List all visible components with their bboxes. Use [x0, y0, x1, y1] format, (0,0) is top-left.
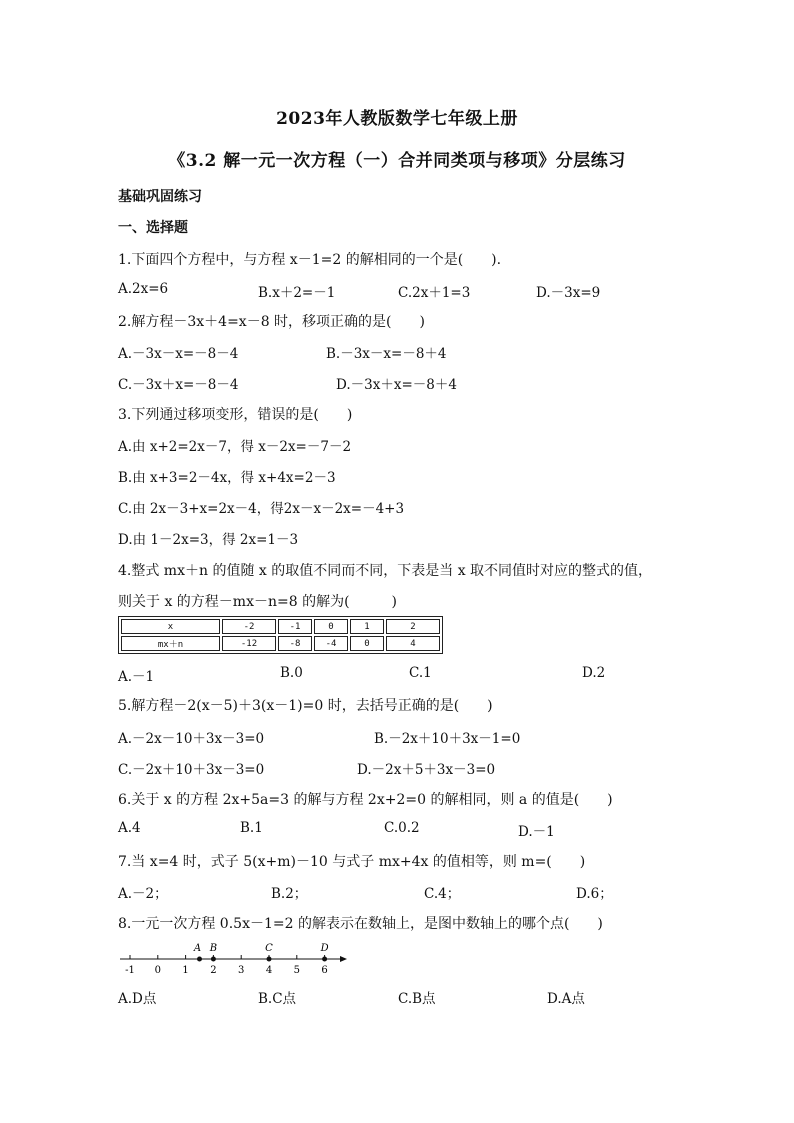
question-1-option-b: B.x＋2=－1	[258, 285, 336, 301]
question-2-stem: 2.解方程－3x＋4=x－8 时，移项正确的是( )	[118, 314, 425, 330]
question-8-option-d: D.A点	[547, 991, 585, 1007]
number-line-point-label: C	[265, 943, 273, 954]
question-3-option-d: D.由 1－2x=3，得 2x=1－3	[118, 532, 299, 548]
question-8-stem: 8.一元一次方程 0.5x－1=2 的解表示在数轴上，是图中数轴上的哪个点( )	[118, 916, 603, 932]
table-row	[121, 619, 440, 634]
table-cell: -2	[222, 619, 276, 634]
number-line-point	[211, 957, 216, 962]
section-basic: 基础巩固练习	[118, 189, 202, 205]
table-row	[121, 636, 440, 651]
question-1-option-d: D.－3x=9	[536, 285, 601, 301]
question-7-option-a: A.－2；	[118, 886, 168, 902]
number-line-tick-label: 6	[321, 965, 328, 976]
question-6-option-d: D.－1	[518, 824, 555, 840]
question-4-option-d: D.2	[582, 665, 606, 681]
table-cell: 0	[350, 636, 384, 651]
question-4-option-b: B.0	[280, 665, 303, 681]
question-4-stem: 4.整式 mx＋n 的值随 x 的取值不同而不同，下表是当 x 取不同值时对应的整式的值，	[118, 563, 653, 579]
question-5-option-b: B.－2x＋10＋3x－1=0	[374, 731, 521, 747]
question-3-option-a: A.由 x+2=2x－7，得 x－2x=－7－2	[118, 439, 352, 455]
page-subtitle: 《3.2 解一元一次方程（一）合并同类项与移项》分层练习	[168, 151, 626, 171]
question-7-option-c: C.4；	[424, 886, 461, 902]
question-6-stem: 6.关于 x 的方程 2x+5a=3 的解与方程 2x+2=0 的解相同，则 a 的值是( )	[118, 792, 613, 808]
question-5-stem: 5.解方程－2(x－5)＋3(x－1)=0 时，去括号正确的是( )	[118, 698, 493, 714]
question-8-option-c: C.B点	[398, 991, 436, 1007]
question-5-option-d: D.－2x＋5＋3x－3=0	[357, 762, 496, 778]
table-cell: -4	[314, 636, 348, 651]
number-line-tick-label: 0	[154, 965, 161, 976]
question-8-option-b: B.C点	[258, 991, 297, 1007]
section-choice: 一、选择题	[118, 220, 188, 236]
table-cell: mx＋n	[121, 636, 220, 651]
number-line-point-label: D	[320, 943, 329, 954]
question-8-option-a: A.D点	[118, 991, 157, 1007]
table-cell: 4	[386, 636, 440, 651]
question-1-option-c: C.2x＋1=3	[398, 285, 471, 301]
number-line-tick-label: 2	[210, 965, 217, 976]
question-4-stem-cont: 则关于 x 的方程－mx－n=8 的解为( )	[118, 594, 397, 610]
table-cell: -1	[278, 619, 312, 634]
number-line-point-label: A	[193, 943, 202, 954]
table-cell: 1	[350, 619, 384, 634]
page-title: 2023年人教版数学七年级上册	[276, 109, 518, 129]
question-1-stem: 1.下面四个方程中，与方程 x－1=2 的解相同的一个是( ).	[118, 252, 502, 268]
question-6-option-c: C.0.2	[384, 820, 420, 836]
table-cell: -8	[278, 636, 312, 651]
number-line-tick-label: 1	[182, 965, 189, 976]
question-6-option-a: A.4	[118, 820, 141, 836]
question-4-option-a: A.－1	[118, 669, 155, 685]
number-line-tick-label: 3	[238, 965, 245, 976]
table-cell: x	[121, 619, 220, 634]
question-3-option-c: C.由 2x－3+x=2x－4，得2x－x－2x=－4+3	[118, 501, 405, 517]
table-cell: -12	[222, 636, 276, 651]
question-2-option-b: B.－3x－x=－8＋4	[326, 346, 447, 362]
question-7-option-d: D.6；	[576, 886, 613, 902]
question-2-option-c: C.－3x＋x=－8－4	[118, 377, 239, 393]
number-line-point	[322, 957, 327, 962]
table-cell: 2	[386, 619, 440, 634]
table-cell: 0	[314, 619, 348, 634]
number-line-point	[197, 957, 202, 962]
question-4-option-c: C.1	[409, 665, 432, 681]
number-line-point	[267, 957, 272, 962]
question-7-stem: 7.当 x=4 时，式子 5(x+m)－10 与式子 mx+4x 的值相等，则 m=( )	[118, 854, 586, 870]
question-3-stem: 3.下列通过移项变形，错误的是( )	[118, 407, 353, 423]
arrow-right-icon	[340, 956, 347, 962]
question-5-option-c: C.－2x＋10＋3x－3=0	[118, 762, 265, 778]
number-line-tick-label: -1	[125, 965, 135, 976]
number-line-tick-label: 4	[265, 965, 273, 976]
number-line-tick-label: 5	[293, 965, 300, 976]
question-1-option-a: A.2x=6	[118, 281, 169, 297]
question-3-option-b: B.由 x+3=2－4x，得 x+4x=2－3	[118, 470, 336, 486]
number-line-point-label: B	[209, 943, 218, 954]
question-2-option-d: D.－3x＋x=－8＋4	[336, 377, 457, 393]
question-2-option-a: A.－3x－x=－8－4	[118, 346, 239, 362]
question-7-option-b: B.2；	[271, 886, 308, 902]
number-line	[118, 936, 348, 976]
question-6-option-b: B.1	[240, 820, 263, 836]
value-table	[118, 616, 443, 654]
question-5-option-a: A.－2x－10＋3x－3=0	[118, 731, 265, 747]
